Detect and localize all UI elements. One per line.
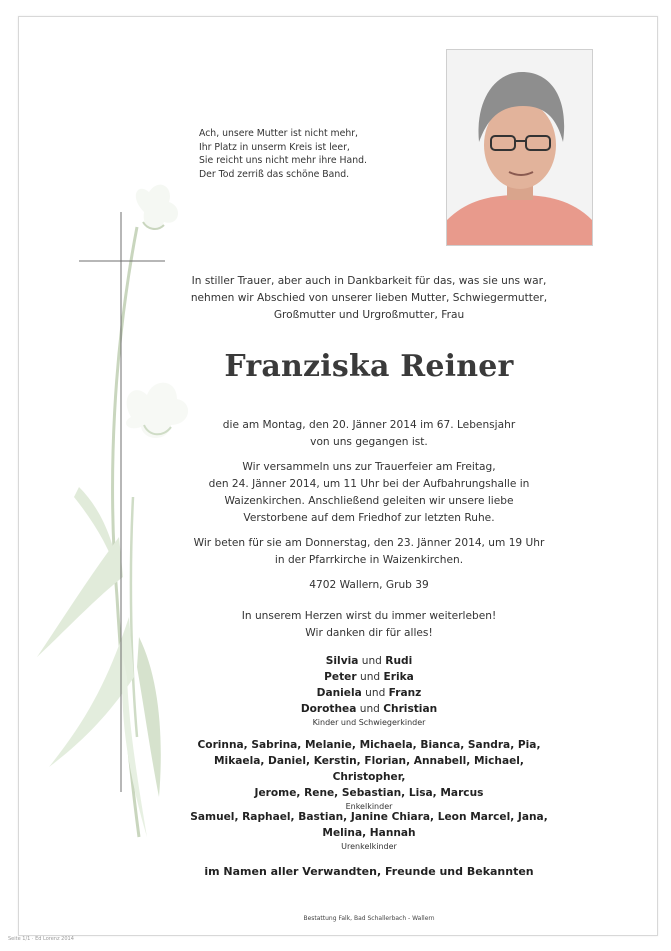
hearts-line: Wir danken dir für alles! bbox=[305, 627, 433, 639]
child-name: Franz bbox=[388, 687, 422, 699]
conjunction: und bbox=[359, 703, 380, 715]
poem-line: Sie reicht uns nicht mehr ihre Hand. bbox=[199, 155, 367, 166]
child-couple bbox=[179, 653, 559, 669]
grandchildren-line: Jerome, Rene, Sebastian, Lisa, Marcus bbox=[254, 787, 484, 799]
child-couple bbox=[179, 701, 559, 717]
grandchildren-line: Corinna, Sabrina, Melanie, Michaela, Bianca, Sandra, Pia, bbox=[197, 739, 541, 751]
child-couple bbox=[179, 685, 559, 701]
poem-line: Ihr Platz in unserm Kreis ist leer, bbox=[199, 141, 350, 153]
death-line: von uns gegangen ist. bbox=[310, 436, 428, 448]
death-notice bbox=[179, 417, 559, 451]
intro-text bbox=[179, 273, 559, 324]
children-list bbox=[179, 653, 559, 728]
conjunction: und bbox=[359, 671, 381, 683]
child-couple bbox=[179, 669, 559, 685]
grandchildren-list bbox=[179, 737, 559, 812]
poem-line: Der Tod zerriß das schöne Band. bbox=[199, 168, 350, 180]
intro-line: nehmen wir Abschied von unserer lieben Mutter, Schwiegermutter, bbox=[190, 292, 548, 304]
closing-line: im Namen aller Verwandten, Freunde und Bekannten bbox=[204, 865, 534, 878]
children-label: Kinder und Schwiegerkinder bbox=[312, 718, 426, 727]
funeral-line: den 24. Jänner 2014, um 11 Uhr bei der Aufbahrungshalle in bbox=[208, 478, 530, 490]
deceased-name: Franziska Reiner bbox=[224, 349, 514, 384]
page-mark: Seite 1/1 · Ed Lorenz 2014 bbox=[8, 936, 74, 942]
obituary-sheet bbox=[18, 16, 658, 936]
child-name: Erika bbox=[383, 671, 414, 683]
hearts-message bbox=[179, 608, 559, 642]
poem bbox=[199, 127, 367, 181]
great-grandchildren-line: Melina, Hannah bbox=[322, 827, 416, 839]
funeral-line: Wir versammeln uns zur Trauerfeier am Freitag, bbox=[242, 461, 496, 473]
hearts-line: In unserem Herzen wirst du immer weiterleben! bbox=[241, 610, 497, 622]
intro-line: In stiller Trauer, aber auch in Dankbarkeit für das, was sie uns war, bbox=[191, 275, 547, 287]
child-name: Peter bbox=[324, 671, 357, 683]
portrait-photo bbox=[446, 49, 593, 246]
prayer-notice bbox=[179, 535, 559, 569]
death-line: die am Montag, den 20. Jänner 2014 im 67. Lebensjahr bbox=[222, 419, 516, 431]
prayer-line: Wir beten für sie am Donnerstag, den 23. Jänner 2014, um 19 Uhr bbox=[193, 537, 545, 549]
funeral-line: Verstorbene auf dem Friedhof zur letzten Ruhe. bbox=[243, 512, 495, 524]
grandchildren-line: Mikaela, Daniel, Kerstin, Florian, Annabell, Michael, Christopher, bbox=[214, 755, 524, 783]
intro-line: Großmutter und Urgroßmutter, Frau bbox=[273, 309, 465, 321]
funeral-notice bbox=[179, 459, 559, 527]
great-grandchildren-list bbox=[179, 809, 559, 852]
child-name: Dorothea bbox=[300, 703, 357, 715]
prayer-line: in der Pfarrkirche in Waizenkirchen. bbox=[274, 554, 464, 566]
funeral-line: Waizenkirchen. Anschließend geleiten wir unsere liebe bbox=[224, 495, 514, 507]
child-name: Daniela bbox=[316, 687, 362, 699]
address: 4702 Wallern, Grub 39 bbox=[309, 579, 429, 591]
grandchildren-label: Enkelkinder bbox=[345, 802, 393, 811]
child-name: Rudi bbox=[385, 655, 413, 667]
funeral-home-footer: Bestattung Falk, Bad Schallerbach - Wallern bbox=[303, 915, 435, 922]
great-grandchildren-label: Urenkelkinder bbox=[341, 842, 397, 851]
child-name: Silvia bbox=[325, 655, 359, 667]
conjunction: und bbox=[361, 655, 382, 667]
poem-line: Ach, unsere Mutter ist nicht mehr, bbox=[199, 128, 359, 139]
great-grandchildren-line: Samuel, Raphael, Bastian, Janine Chiara, Leon Marcel, Jana, bbox=[190, 811, 548, 823]
child-name: Christian bbox=[383, 703, 438, 715]
conjunction: und bbox=[365, 687, 386, 699]
